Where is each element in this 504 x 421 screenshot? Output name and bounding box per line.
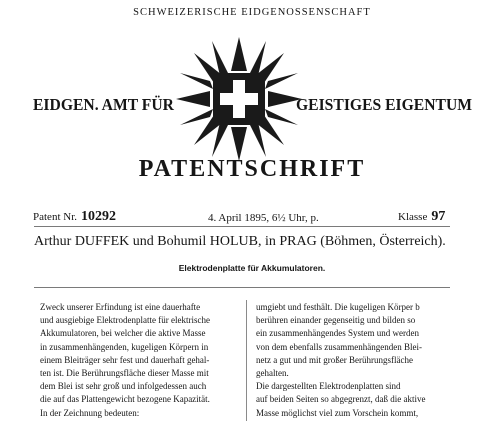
body-line: die auf das Plattengewicht bezogene Kapazität. [40, 394, 210, 405]
body-line: Die dargestellten Elektrodenplatten sind [256, 381, 401, 392]
inventors-line: Arthur DUFFEK und Bohumil HOLUB, in PRAG (Böhmen, Österreich). [34, 234, 446, 249]
body-line: berühren einander gegenseitig und bilden so [256, 315, 416, 326]
body-line: in zusammenhängenden, kugeligen Körpern in [40, 341, 209, 352]
patent-number-value: 10292 [81, 209, 116, 224]
body-line: ein zusammenhängendes System und werden [256, 328, 419, 339]
body-line: und ausgiebige Elektrodenplatte für elektrische [40, 315, 210, 326]
body-line: Zweck unserer Erfindung ist eine dauerhafte [40, 302, 201, 312]
patent-label: Patent Nr. [33, 211, 77, 223]
body-column-right [256, 301, 425, 420]
klasse-label: Klasse [398, 211, 428, 223]
swiss-cross-emblem-icon [176, 37, 302, 161]
body-line: einem Bleiträger sehr fest und dauerhaft gehal- [40, 354, 210, 365]
office-name-left: EIDGEN. AMT FÜR [33, 95, 174, 114]
subject-title: Elektrodenplatte für Akkumulatoren. [178, 263, 326, 273]
body-line: ten ist. Die Berührungsfläche dieser Masse mit [40, 367, 209, 378]
body-line: von dem ebenfalls zusammenhängenden Blei- [256, 341, 422, 352]
body-line: umgiebt und festhält. Die kugeligen Körper b [256, 302, 420, 312]
country-header: SCHWEIZERISCHE EIDGENOSSENSCHAFT [133, 7, 371, 18]
body-column-left [40, 301, 210, 420]
body-line: In der Zeichnung bedeuten: [40, 407, 140, 418]
body-line: Akkumulatoren, bei welcher die aktive Masse [40, 328, 206, 339]
filing-date: 4. April 1895, 6½ Uhr, p. [208, 212, 319, 224]
office-name-right: GEISTIGES EIGENTUM [296, 95, 473, 114]
body-line: netz a gut und mit großer Berührungsfläche [256, 354, 413, 365]
column-divider [246, 300, 247, 421]
document-title: PATENTSCHRIFT [138, 156, 366, 182]
klasse-number: 97 [431, 209, 446, 224]
patent-class [398, 209, 445, 225]
patent-number [33, 209, 116, 225]
body-line: gehalten. [256, 367, 289, 378]
body-line: Masse möglichst viel zum Vorschein kommt, [256, 407, 419, 418]
body-line: auf beiden Seiten so abgegrenzt, daß die aktive [256, 394, 426, 405]
body-line: dem Blei ist sehr groß und infolgedessen auch [40, 381, 207, 392]
divider-rule [34, 287, 450, 288]
divider-rule [34, 226, 450, 227]
